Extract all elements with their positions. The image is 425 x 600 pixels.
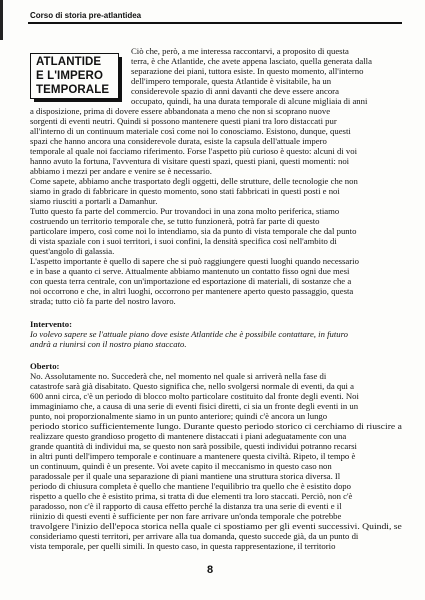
text-line: sorgenti di eventi neutri. Quindi si possono mantenere questi piani tra loro distaccati pur	[30, 116, 337, 126]
text-line: considerevole spazio di anni davanti che deve essere ancora	[131, 86, 339, 96]
header-rule	[28, 22, 402, 24]
question-line: andrà a riunirsi con il nostro piano staccato.	[30, 339, 187, 349]
text-line: quest'angolo di galassia.	[30, 246, 115, 256]
answer-line: 600 anni circa, c'è un periodo di blocco molto particolare costituito dal fronte degli eventi. Noi	[30, 391, 359, 401]
page-number: 8	[207, 564, 214, 576]
text-line: terra, è che Atlantide, che avete appena lasciato, quella generata dalla	[131, 56, 372, 66]
answer-line: periodo storico sufficientemente lungo. Durante questo periodo storico ci cerchiamo di riuscire a	[30, 421, 402, 431]
text-line: dell'impero temporale, questa Atlantide è visitabile, ha un	[131, 76, 332, 86]
title-box-shadow-right	[119, 57, 122, 102]
text-line: L'aspetto importante è quello di sapere che si può raggiungere questi luoghi quando necessario	[30, 256, 359, 266]
text-line: siamo in grado di fabbricare in questo momento, sono stati fabbricati in questi posti e noi	[30, 186, 340, 196]
text-line: noi occorrono e che, in altri luoghi, occorrono per mantenere aperto questo passaggio, questa	[30, 286, 354, 296]
text-line: Ciò che, però, a me interessa raccontarvi, a proposito di questa	[131, 46, 349, 56]
text-line: di vista spaziale con i suoi territori, i suoi confini, la densità specifica così nell'ambito di	[30, 236, 337, 246]
scan-edge-mark	[0, 0, 3, 40]
answer-line: grande quantità di individui ma, se questo non sarà possibile, questi individui potranno recarsi	[30, 441, 357, 451]
section-title-line: E L'IMPERO	[36, 70, 103, 82]
answer-line: in altri punti dell'impero temporale e continuare a mantenere questa civiltà. Ripeto, il tempo è	[30, 451, 356, 461]
answer-line: rispetto a quello che è esistito prima, si tratta di due elementi tra loro staccati. Perciò, non c'è	[30, 491, 353, 501]
text-line: hanno avuto la fortuna, l'avventura di visitare questi spazi, questi piani, questi momenti: noi	[30, 156, 350, 166]
text-line: strada; tutto ciò fa parte del nostro lavoro.	[30, 296, 176, 306]
text-line: a disposizione, prima di dovere essere abbandonata a meno che non si scoprano nuove	[30, 106, 331, 116]
text-line: particolare impero, così come noi lo intendiamo, sia da punto di vista temporale che dal punto	[30, 226, 357, 236]
text-line: con questa terra centrale, con un'importazione ed esportazione di materiali, di sostanze che a	[30, 276, 352, 286]
text-line: costruendo un territorio temporale che, se tutto funzionerà, potrà far parte di questo	[30, 216, 320, 226]
section-title-line: TEMPORALE	[36, 84, 110, 96]
answer-line: travolgere l'inizio dell'epoca storica nella quale ci spostiamo per gli eventi successivi. Quindi, se	[30, 521, 402, 531]
answer-line: realizzare questo grandioso progetto di mantenere distaccati i piani adeguatamente con una	[30, 431, 347, 441]
answer-line: No. Assolutamente no. Succederà che, nel momento nel quale si arriverà nella fase di	[30, 371, 327, 381]
text-line: temporale al quale noi facciamo riferimento. Forse l'aspetto più curioso è questo: alcuni di voi	[30, 146, 358, 156]
answer-line: paradossale per il quale una separazione di piani mantiene una struttura storica diversa. Il	[30, 471, 341, 481]
answer-line: paradosso, non c'è il rapporto di causa effetto perché la distanza tra una serie di eventi e il	[30, 501, 342, 511]
answer-line: un continuum, quindi è un presente. Voi avete capito il meccanismo in questo caso non	[30, 461, 332, 471]
text-line: Come sapete, abbiamo anche trasportato degli oggetti, delle strutture, delle tecnologie che non	[30, 176, 358, 186]
answer-line: vista temporale, per quelli simili. In questo caso, in questa rappresentazione, il territorio	[30, 541, 336, 551]
answer-line: riinizio di questi eventi è sufficiente per non fare arrivare un'onda temporale che potrebbe	[30, 511, 342, 521]
section-title-line: ATLANTIDE	[36, 56, 102, 68]
answer-line: catastrofe sarà già disabitato. Questo significa che, nello svolgersi normale di eventi, da qui a	[30, 381, 354, 391]
text-line: Tutto questo fa parte del commercio. Pur trovandoci in una zona molto periferica, stiamo	[30, 206, 340, 216]
answer-line: consideriamo questi territori, per arrivare alla tua domanda, questo succede già, da un punto di	[30, 531, 359, 541]
answer-line: periodo di chiusura completa è quello che mantiene l'equilibrio tra quello che è esistito dopo	[30, 481, 351, 491]
text-line: all'interno di un continuum materiale così come noi lo conosciamo. Esistono, dunque, questi	[30, 126, 351, 136]
speaker-label-intervento: Intervento:	[30, 319, 72, 329]
answer-line: immaginiamo che, a causa di una serie di eventi fisici diretti, ci sia un fronte degli eventi in un	[30, 401, 359, 411]
question-line: Io volevo sapere se l'attuale piano dove esiste Atlantide che è possibile contattare, in futuro	[30, 329, 348, 339]
answer-line: punto, noi proporzionalmente siamo in un punto anteriore; quindi c'è ancora un lungo	[30, 411, 328, 421]
text-line: spazi che hanno ancora una considerevole durata, esiste la capsula dell'attuale impero	[30, 136, 327, 146]
text-line: siamo riusciti a portarli a Damanhur.	[30, 196, 158, 206]
text-line: abbiamo i mezzi per andare e venire se è necessario.	[30, 166, 212, 176]
title-box-shadow-bottom	[34, 99, 122, 102]
text-line: occupato, quindi, ha una durata temporale di alcune migliaia di anni	[131, 96, 368, 106]
text-line: e in base a quanto ci serve. Attualmente abbiamo mantenuto un contatto fisso ogni due mesi	[30, 266, 350, 276]
section-title-box	[30, 53, 119, 99]
speaker-label-oberto: Oberto:	[30, 361, 60, 371]
running-header: Corso di storia pre-atlantidea	[30, 11, 142, 20]
text-line: separazione dei piani, tuttora esiste. In questo momento, all'interno	[131, 66, 364, 76]
